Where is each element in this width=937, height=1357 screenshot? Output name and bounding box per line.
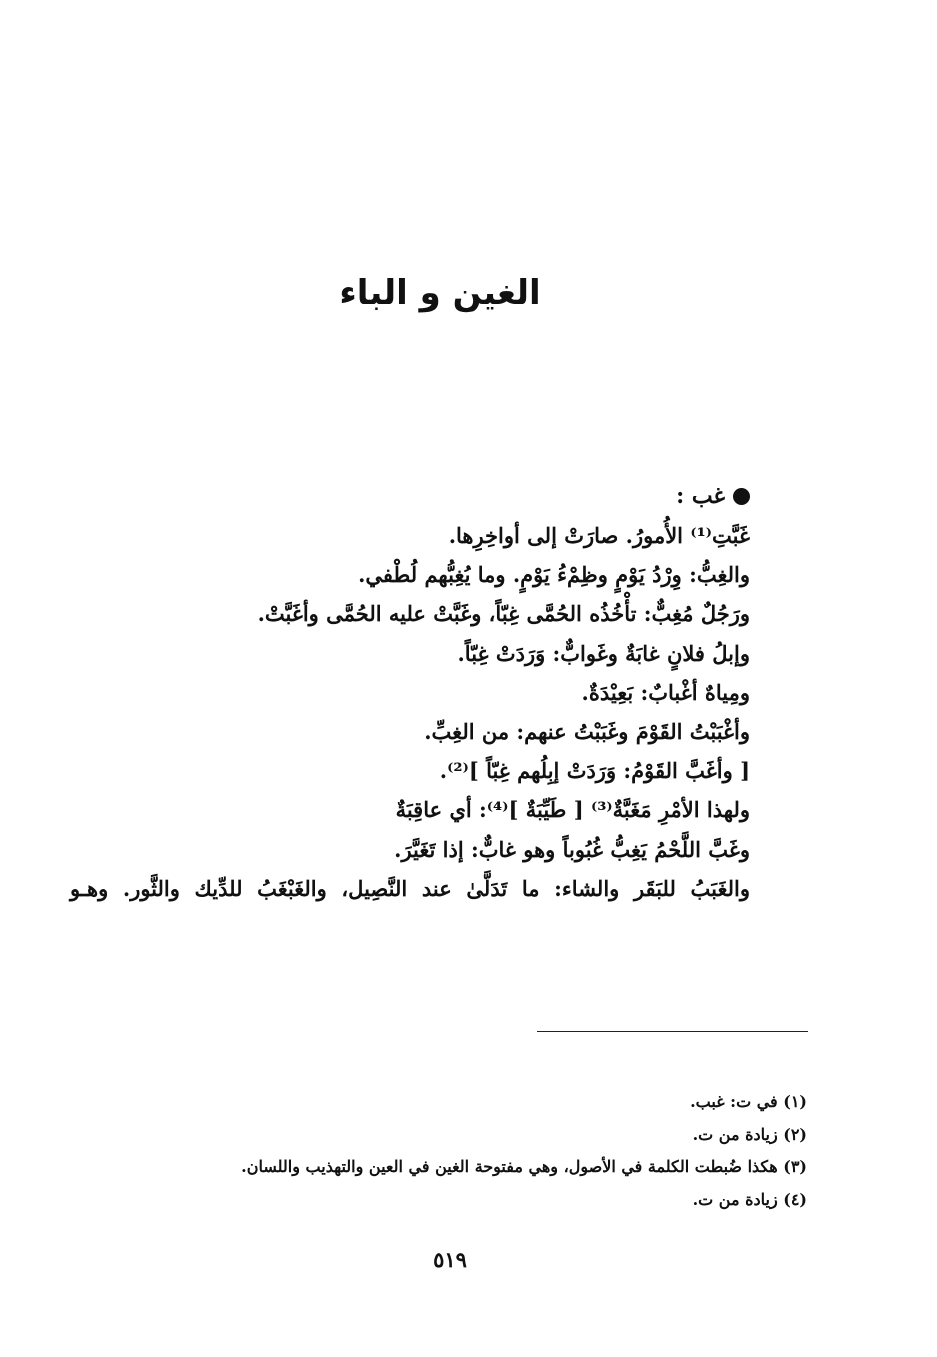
- page-number: ٥١٩: [433, 1247, 467, 1272]
- entry-line: وغَبَّ اللَّحْمُ يَغِبُّ غُبُوباً وهو غابٌّ: إذا تَغَيَّرَ.: [394, 836, 750, 862]
- entry-line: غَبَّتِ⁽¹⁾ الأُمورُ. صارَتْ إلى أواخِرِها.: [448, 523, 750, 548]
- entry-line: ومِياهٌ أغْبابٌ: بَعِيْدَةٌ.: [581, 679, 750, 705]
- entry-line: [ وأغَبَّ القَوْمُ: وَرَدَتْ إبِلُهم غِبّاً ]⁽²⁾.: [439, 758, 750, 784]
- entry-line: ورَجُلٌ مُغِبٌّ: تأْخُذُه الحُمَّى غِبّاً، وغَبَّتْ عليه الحُمَّى وأغَبَّتْ.: [257, 601, 750, 627]
- entry-line: وإبلُ فلانٍ غابَةٌ وغَوابٌّ: وَرَدَتْ غِبّاً.: [457, 640, 750, 666]
- chapter-title: الغين و الباء: [339, 273, 541, 313]
- entry-line: وأغْبَبْتُ القَوْمَ وغَبَبْتُ عنهم: من الغِبِّ.: [424, 718, 750, 744]
- footnote: (١) في ت: غبب.: [690, 1092, 807, 1111]
- entry-line: ولهذا الأمْرِ مَغَبَّةٌ⁽³⁾ [ طَيِّبَةٌ ]⁽⁴⁾: أي عاقِبَةٌ: [395, 797, 750, 823]
- entry-body: [70, 516, 750, 908]
- bullet-icon: [733, 488, 750, 505]
- footnotes: [107, 1086, 807, 1216]
- entry-line: والغِبُّ: وِرْدُ يَوْمٍ وظِمْءُ يَوْمٍ. وما يُغِبُّهم لُطْفي.: [358, 562, 750, 588]
- footnote: (٤) زيادة من ت.: [692, 1189, 807, 1209]
- entry-line: والغَبَبُ للبَقَر والشاء: ما تَدَلَّىٰ عند النَّصِيل، والغَبْغَبُ للدِّيك والثَّور. وهـو: [70, 875, 750, 901]
- footnote-divider: [537, 1031, 808, 1032]
- footnote: (٢) زيادة من ت.: [692, 1124, 807, 1144]
- entry-heading: [676, 483, 750, 509]
- entry-root: غب :: [676, 483, 725, 509]
- footnote: (٣) هكذا ضُبطت الكلمة في الأصول، وهي مفتوحة الغين في العين والتهذيب واللسان.: [241, 1157, 807, 1176]
